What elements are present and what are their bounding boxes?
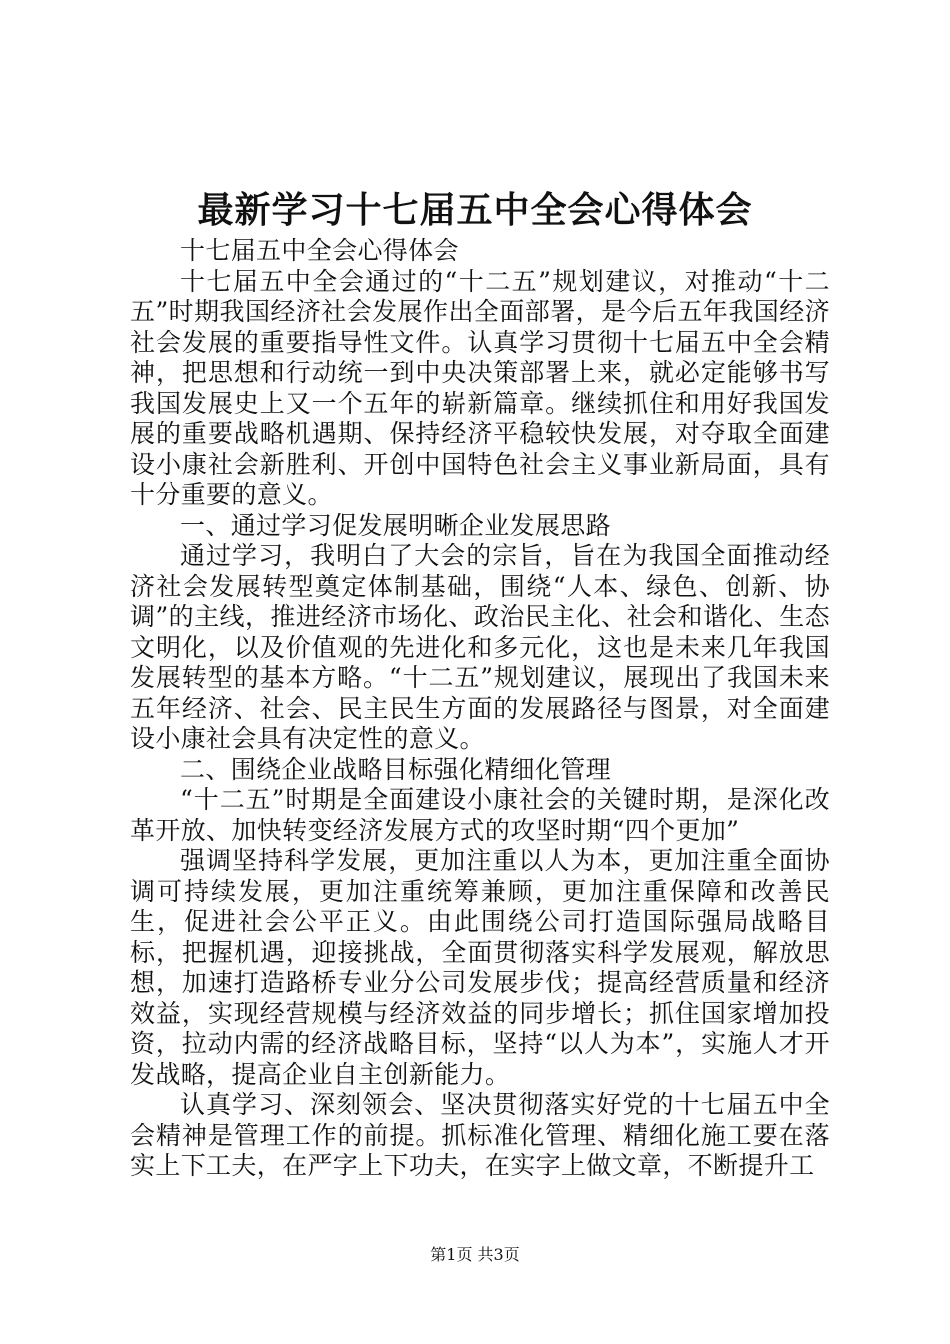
paragraph: “十二五”时期是全面建设小康社会的关键时期，是深化改革开放、加快转变经济发展方式的攻坚时期“四个更加” [130, 785, 830, 845]
page-number-footer: 第1页 共3页 [430, 1245, 520, 1264]
document-title: 最新学习十七届五中全会心得体会 [197, 189, 753, 231]
section-heading-1: 一、通过学习促发展明晰企业发展思路 [180, 510, 611, 540]
section-heading-2: 二、围绕企业战略目标强化精细化管理 [180, 754, 611, 784]
paragraph: 通过学习，我明白了大会的宗旨，旨在为我国全面推动经济社会发展转型奠定体制基础，围绕“人本、绿色、创新、协调”的主线，推进经济市场化、政治民主化、社会和谐化、生态文明化，以及价值观的先进化和多元化，这也是未来几年我国发展转型的基本方略。“十二五”规划建议，展现出了我国未来五年经济、社会、民主民生方面的发展路径与图景，对全面建设小康社会具有决定性的意义。 [130, 541, 830, 753]
paragraph: 强调坚持科学发展，更加注重以人为本，更加注重全面协调可持续发展，更加注重统筹兼顾，更加注重保障和改善民生，促进社会公平正义。由此围绕公司打造国际强局战略目标，把握机遇，迎接挑战，全面贯彻落实科学发展观，解放思想，加速打造路桥专业分公司发展步伐；提高经营质量和经济效益，实现经营规模与经济效益的同步增长；抓住国家增加投资，拉动内需的经济战略目标，坚持“以人为本”，实施人才开发战略，提高企业自主创新能力。 [130, 846, 830, 1089]
paragraph-subtitle: 十七届五中全会心得体会 [180, 236, 459, 265]
paragraph: 十七届五中全会通过的“十二五”规划建议，对推动“十二五”时期我国经济社会发展作出全面部署，是今后五年我国经济社会发展的重要指导性文件。认真学习贯彻十七届五中全会精神，把思想和行动统一到中央决策部署上来，就必定能够书写我国发展史上又一个五年的崭新篇章。继续抓住和用好我国发展的重要战略机遇期、保持经济平稳较快发展，对夺取全面建设小康社会新胜利、开创中国特色社会主义事业新局面，具有十分重要的意义。 [130, 266, 830, 509]
document-body [130, 236, 830, 1182]
paragraph: 认真学习、深刻领会、坚决贯彻落实好党的十七届五中全会精神是管理工作的前提。抓标准化管理、精细化施工要在落实上下工夫，在严字上下功夫，在实字上做文章，不断提升工 [130, 1090, 830, 1180]
